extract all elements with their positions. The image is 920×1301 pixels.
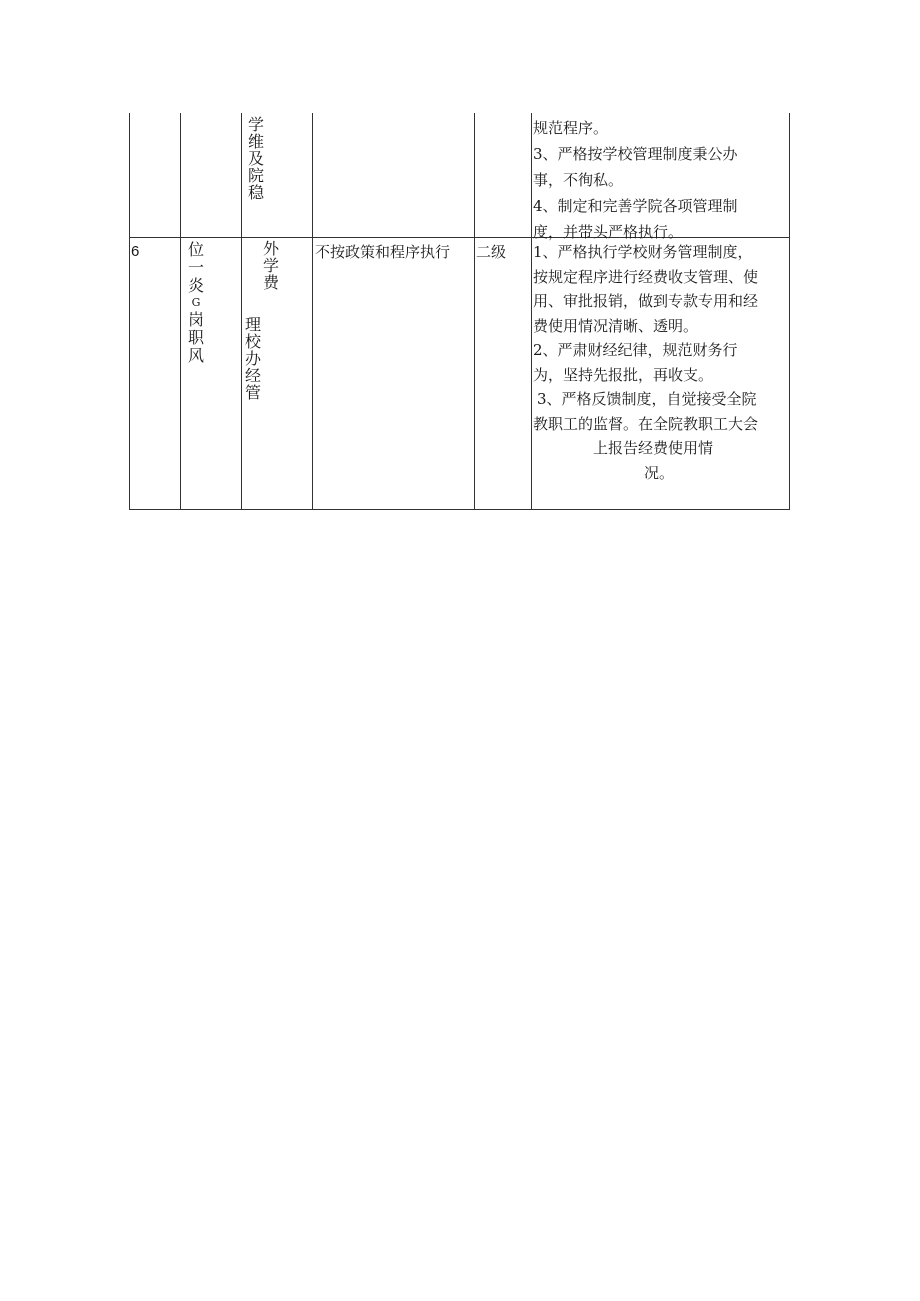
column-divider — [241, 113, 242, 510]
vertical-char: 学 — [247, 115, 264, 134]
vertical-char: 办 — [244, 349, 261, 368]
responsibility-table — [129, 113, 790, 510]
measure-line: 费使用情况清晰、透明。 — [533, 316, 699, 335]
vertical-char: 学 — [262, 256, 279, 275]
vertical-char: 岗 — [187, 310, 204, 329]
measure-line: 教职工的监督。在全院教职工大会 — [533, 414, 759, 433]
measure-line: 按规定程序进行经费收支管理、使 — [533, 267, 759, 286]
row6-measures — [533, 240, 789, 485]
risk-level: 二级 — [476, 243, 507, 261]
vertical-char: 及 — [247, 149, 264, 168]
vertical-char: 理 — [244, 315, 261, 334]
measure-line: 事，不徇私。 — [533, 171, 624, 189]
row-number: 6 — [131, 243, 140, 260]
measure-line: 4、制定和完善学院各项管理制 — [533, 197, 738, 215]
measure-line: 度，并带头严格执行。 — [533, 223, 684, 241]
measure-line: 规范程序。 — [533, 119, 609, 137]
measure-line: 1、严格执行学校财务管理制度， — [533, 243, 753, 261]
risk-description: 不按政策和程序执行 — [315, 243, 451, 261]
category-vertical-top — [261, 240, 281, 291]
table-border-left — [129, 113, 130, 510]
measure-line: 3、严格按学校管理制度秉公办 — [533, 145, 738, 163]
table-border-right — [789, 113, 790, 510]
prev-row-measures — [533, 115, 787, 245]
vertical-char: 维 — [247, 132, 264, 151]
column-divider — [180, 113, 181, 510]
position-vertical-text — [186, 241, 206, 365]
table-border-bottom — [129, 509, 790, 510]
measure-line: 用、审批报销，做到专款专用和经 — [533, 292, 759, 310]
vertical-char: 费 — [262, 273, 279, 292]
column-divider — [312, 113, 313, 510]
vertical-char: 外 — [262, 239, 279, 258]
vertical-char: 校 — [244, 332, 261, 351]
measure-line: 况。 — [644, 463, 675, 482]
measure-line: 2、严肃财经纪律，规范财务行 — [533, 341, 738, 359]
prev-row-category-vertical — [246, 116, 266, 201]
vertical-char: 管 — [244, 383, 261, 402]
vertical-char: 风 — [187, 346, 204, 365]
vertical-char: 稳 — [247, 183, 264, 202]
category-vertical-bottom — [243, 316, 263, 401]
measure-line: 为，坚持先报批，再收支。 — [533, 365, 714, 384]
vertical-char: 经 — [244, 366, 261, 385]
column-divider — [474, 113, 475, 510]
measure-line: 3、严格反馈制度，自觉接受全院 — [537, 390, 757, 408]
vertical-char: 一 — [187, 258, 204, 277]
vertical-char: 位 — [187, 240, 204, 259]
column-divider — [531, 113, 532, 510]
vertical-char: 职 — [187, 328, 204, 347]
vertical-char: 院 — [247, 166, 264, 185]
measure-line: 上报告经费使用情 — [593, 439, 714, 457]
vertical-char: 炎 — [187, 276, 204, 295]
vertical-char: G — [191, 296, 201, 309]
